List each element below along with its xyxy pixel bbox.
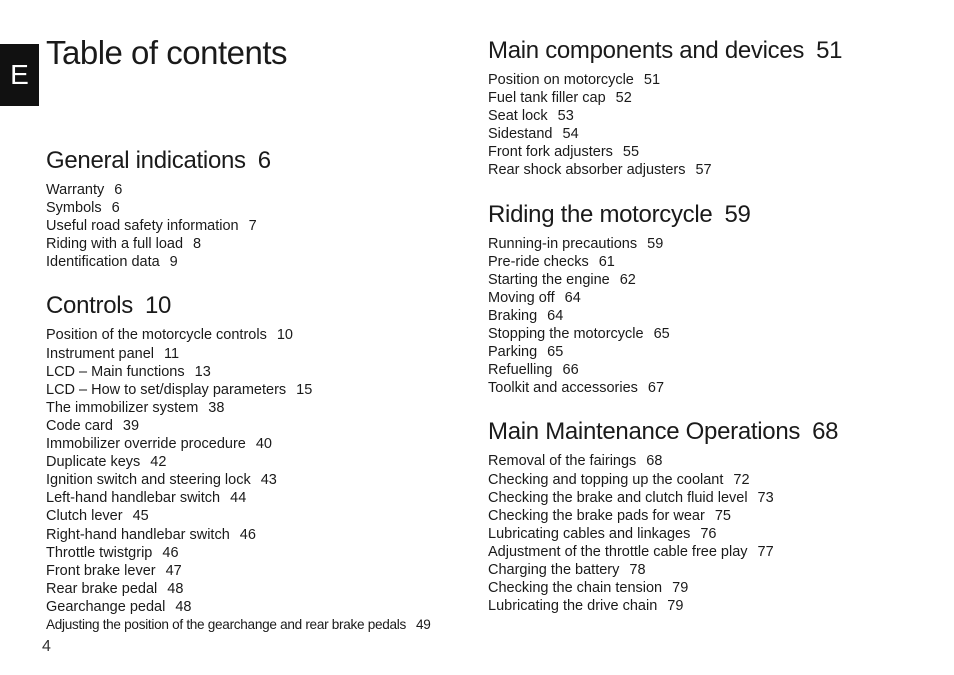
toc-entry-page: 66 [562,362,579,379]
toc-entry[interactable] [488,452,928,470]
toc-entry-page: 73 [757,489,774,506]
section-title: Main components and devices [488,37,805,64]
toc-section-main-maintenance-operations [488,417,928,615]
toc-entry[interactable] [46,616,476,634]
toc-entry-page: 61 [598,253,615,270]
toc-entry[interactable] [46,507,476,525]
toc-entry-label: Checking the chain tension [488,580,663,597]
toc-entry-label: Sidestand [488,126,553,143]
toc-entry-label: Front brake lever [46,562,156,579]
toc-entry-page: 75 [714,507,731,524]
toc-entry-label: LCD – Main functions [46,363,185,380]
toc-entry-label: Useful road safety information [46,218,239,235]
toc-entry-page: 48 [175,598,192,615]
toc-entry[interactable] [488,89,928,107]
toc-entry-label: Identification data [46,254,160,271]
toc-entry-page: 79 [672,580,689,597]
toc-entry-label: Warranty [46,182,105,198]
toc-entry-page: 8 [193,236,202,253]
toc-entry-label: Rear brake pedal [46,580,158,597]
toc-entry-label: Braking [488,307,538,324]
section-page-number: 59 [724,200,751,228]
toc-entry-page: 46 [239,526,256,543]
toc-entry[interactable] [488,271,928,289]
toc-entry[interactable] [488,379,928,397]
toc-entry-label: Lubricating the drive chain [488,598,658,615]
toc-entry[interactable] [488,597,928,615]
toc-entry[interactable] [46,580,476,598]
toc-entry-page: 49 [416,616,431,632]
section-page-number: 6 [257,147,271,174]
section-title: Controls [46,292,133,320]
toc-entry-label: Left-hand handlebar switch [46,490,221,507]
toc-entry-label: Checking and topping up the coolant [488,471,724,488]
toc-entry[interactable] [46,544,476,562]
toc-entry-page: 44 [230,490,247,507]
section-heading[interactable] [488,36,928,66]
toc-entry[interactable] [46,489,476,507]
toc-entry-label: Right-hand handlebar switch [46,526,230,543]
toc-entry-page: 55 [622,144,640,161]
toc-entry-page: 51 [643,72,661,88]
toc-right-column [488,36,928,635]
toc-entry-label: Fuel tank filler cap [488,90,606,107]
toc-entry-label: LCD – How to set/display parameters [46,381,287,398]
toc-entry[interactable] [488,507,928,525]
toc-entry-page: 68 [646,453,663,470]
toc-entry-label: Immobilizer override procedure [46,436,246,453]
section-heading[interactable] [488,200,928,230]
page-title: Table of contents [46,34,287,71]
toc-entry-page: 38 [208,399,225,416]
toc-entry[interactable] [46,253,476,271]
section-heading[interactable] [488,417,928,447]
toc-entry-page: 15 [296,381,313,398]
toc-entry[interactable] [488,489,928,507]
toc-section-main-components-and-devices [488,36,928,180]
toc-entry-page: 9 [169,254,178,271]
toc-entry-page: 72 [733,471,750,488]
section-title: Riding the motorcycle [488,200,713,228]
toc-entry-page: 6 [114,182,123,198]
toc-entry[interactable] [488,125,928,143]
toc-entry-label: Ignition switch and steering lock [46,472,251,489]
toc-entry-page: 52 [615,90,632,107]
toc-entry-page: 64 [547,307,564,324]
toc-entry-page: 79 [667,598,684,615]
toc-entry[interactable] [488,471,928,489]
toc-entry-page: 76 [700,525,717,542]
toc-entry-page: 39 [122,417,140,434]
toc-entry-label: Throttle twistgrip [46,544,153,561]
toc-entry-label: Pre-ride checks [488,253,589,270]
toc-entry-page: 78 [629,561,646,578]
toc-entry[interactable] [488,325,928,343]
toc-entry-label: Adjusting the position of the gearchange and rear brake pedals [46,616,407,632]
section-heading[interactable] [46,291,476,321]
toc-entry-page: 59 [647,235,664,252]
toc-entry-page: 42 [150,454,167,471]
toc-entry[interactable] [488,343,928,361]
toc-entry-page: 57 [695,162,712,179]
page-number: 4 [42,638,51,655]
toc-entry-page: 6 [111,200,120,217]
toc-entry-label: Adjustment of the throttle cable free play [488,543,748,560]
toc-entry-label: Position of the motorcycle controls [46,327,267,344]
toc-entry-label: Moving off [488,289,555,306]
toc-entry[interactable] [46,471,476,489]
toc-entry-page: 11 [164,345,180,362]
toc-section-riding-the-motorcycle [488,200,928,398]
toc-entry[interactable] [488,561,928,579]
toc-section-controls [46,291,476,634]
toc-entry-label: Riding with a full load [46,236,184,253]
toc-entry[interactable] [488,161,928,179]
toc-entry[interactable] [46,453,476,471]
toc-entry-label: The immobilizer system [46,399,199,416]
section-title: General indications [46,147,246,174]
toc-entry[interactable] [488,143,928,161]
toc-entry-label: Stopping the motorcycle [488,326,644,343]
toc-entry-label: Clutch lever [46,508,123,525]
toc-entry-page: 10 [276,327,293,344]
toc-entry[interactable] [488,543,928,561]
toc-entry[interactable] [488,579,928,597]
language-tab-letter: E [10,59,29,90]
toc-entry-label: Instrument panel [46,345,155,362]
toc-entry[interactable] [46,435,476,453]
toc-entry-label: Front fork adjusters [488,144,613,161]
toc-section-general-indications [46,146,476,271]
toc-entry[interactable] [46,199,476,217]
toc-entry-page: 40 [255,436,272,453]
toc-entry-label: Removal of the fairings [488,453,637,470]
toc-entry-page: 46 [162,544,179,561]
toc-entry-label: Gearchange pedal [46,598,166,615]
toc-entry-label: Checking the brake and clutch fluid level [488,489,748,506]
toc-entry[interactable] [46,235,476,253]
toc-entry[interactable] [46,562,476,580]
toc-entry-page: 7 [248,218,257,235]
toc-entry[interactable] [46,399,476,417]
section-page-number: 51 [816,37,843,64]
toc-entry-label: Checking the brake pads for wear [488,507,705,524]
toc-entry[interactable] [488,235,928,253]
toc-entry[interactable] [46,326,476,344]
toc-entry-page: 62 [619,271,636,288]
toc-entry-page: 53 [557,108,574,125]
toc-entry-page: 47 [165,562,182,579]
toc-entry-label: Symbols [46,200,102,217]
toc-entry-page: 13 [194,363,211,380]
toc-entry[interactable] [488,307,928,325]
section-heading[interactable] [46,146,476,176]
toc-entry-label: Lubricating cables and linkages [488,525,691,542]
toc-entry[interactable] [488,253,928,271]
toc-entry-label: Rear shock absorber adjusters [488,162,686,179]
toc-entry-page: 77 [757,543,774,560]
section-page-number: 10 [144,292,172,320]
toc-entry[interactable] [46,181,476,199]
toc-left-column [46,146,476,654]
toc-entry[interactable] [488,361,928,379]
toc-entry[interactable] [46,345,476,363]
toc-entry[interactable] [488,525,928,543]
toc-entry-page: 48 [167,580,184,597]
toc-entry-label: Running-in precautions [488,235,638,252]
toc-entry[interactable] [46,363,476,381]
toc-entry-label: Code card [46,417,113,434]
toc-entry-page: 65 [547,344,564,361]
toc-entry-label: Refuelling [488,362,553,379]
toc-entry-page: 43 [260,472,277,489]
toc-entry-label: Position on motorcycle [488,72,634,88]
language-tab [0,44,39,106]
toc-entry-label: Duplicate keys [46,454,141,471]
toc-entry-label: Starting the engine [488,271,610,288]
toc-entry-label: Toolkit and accessories [488,380,638,397]
toc-entry[interactable] [46,217,476,235]
toc-entry[interactable] [46,598,476,616]
toc-entry-page: 67 [647,380,665,397]
toc-entry[interactable] [46,417,476,435]
toc-entry-page: 65 [653,326,670,343]
toc-entry-page: 64 [564,289,581,306]
toc-entry[interactable] [488,289,928,307]
section-page-number: 68 [812,418,839,446]
toc-entry-label: Parking [488,344,538,361]
toc-entry-label: Seat lock [488,108,548,125]
toc-entry[interactable] [488,71,928,89]
toc-entry[interactable] [46,381,476,399]
toc-entry[interactable] [488,107,928,125]
toc-entry-page: 45 [132,508,149,525]
toc-entry-label: Charging the battery [488,561,620,578]
section-title: Main Maintenance Operations [488,418,801,446]
toc-entry[interactable] [46,526,476,544]
toc-entry-page: 54 [562,126,579,143]
